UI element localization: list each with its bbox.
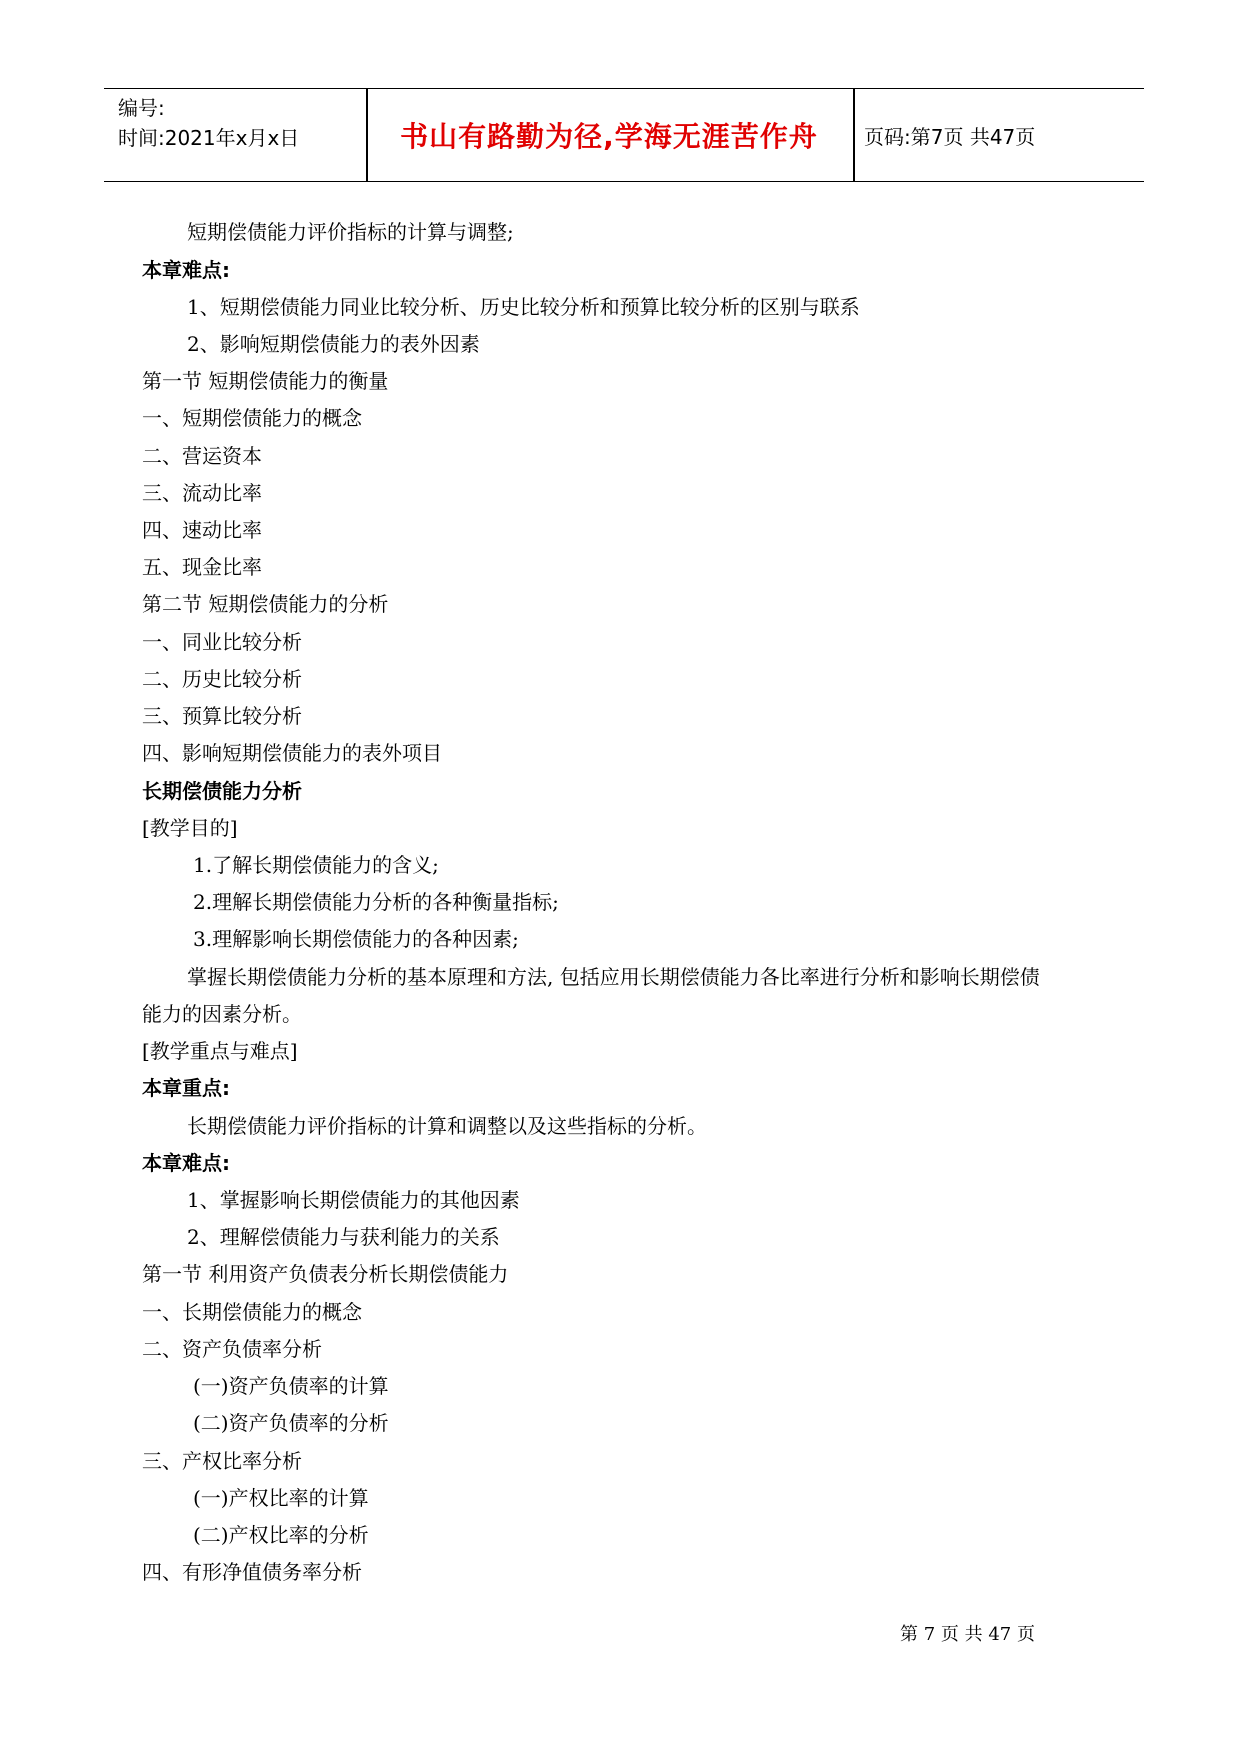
- list-item: 2.理解长期偿债能力分析的各种衡量指标;: [193, 890, 559, 914]
- list-item: (二)产权比率的分析: [193, 1523, 369, 1547]
- section-heading: 本章难点:: [142, 258, 230, 282]
- list-item: 二、营运资本: [142, 444, 262, 468]
- body-text: 掌握长期偿债能力分析的基本原理和方法, 包括应用长期偿债能力各比率进行分析和影响长期偿债: [187, 965, 1040, 989]
- list-item: 三、产权比率分析: [142, 1449, 302, 1473]
- list-item: 四、有形净值债务率分析: [142, 1560, 362, 1584]
- list-item: 1、短期偿债能力同业比较分析、历史比较分析和预算比较分析的区别与联系: [187, 295, 860, 319]
- list-item: 二、历史比较分析: [142, 667, 302, 691]
- list-item: 一、同业比较分析: [142, 630, 302, 654]
- page-footer: 第 7 页 共 47 页: [900, 1624, 1035, 1645]
- list-item: 四、速动比率: [142, 518, 262, 542]
- list-item: (一)资产负债率的计算: [193, 1374, 389, 1398]
- list-item: 三、预算比较分析: [142, 704, 302, 728]
- section-heading: 本章重点:: [142, 1076, 230, 1100]
- list-item: 2、影响短期偿债能力的表外因素: [187, 332, 480, 356]
- chapter-title: 长期偿债能力分析: [142, 779, 302, 803]
- page-header: [104, 88, 1144, 182]
- list-item: 一、长期偿债能力的概念: [142, 1300, 362, 1324]
- list-item: 2、理解偿债能力与获利能力的关系: [187, 1225, 500, 1249]
- body-text: 长期偿债能力评价指标的计算和调整以及这些指标的分析。: [187, 1114, 707, 1138]
- header-meta: [118, 93, 358, 153]
- header-divider: [853, 89, 855, 181]
- body-text: 短期偿债能力评价指标的计算与调整;: [187, 220, 514, 244]
- list-item: 1.了解长期偿债能力的含义;: [193, 853, 439, 877]
- subsection-label: [教学目的]: [142, 816, 238, 840]
- section-title: 第一节 短期偿债能力的衡量: [142, 369, 389, 393]
- list-item: 二、资产负债率分析: [142, 1337, 322, 1361]
- list-item: (二)资产负债率的分析: [193, 1411, 389, 1435]
- section-title: 第二节 短期偿债能力的分析: [142, 592, 389, 616]
- list-item: 三、流动比率: [142, 481, 262, 505]
- section-title: 第一节 利用资产负债表分析长期偿债能力: [142, 1262, 509, 1286]
- section-heading: 本章难点:: [142, 1151, 230, 1175]
- subsection-label: [教学重点与难点]: [142, 1039, 298, 1063]
- document-time-label: 时间:2021年x月x日: [118, 126, 300, 150]
- document-number-label: 编号:: [118, 96, 165, 120]
- body-text: 能力的因素分析。: [142, 1002, 302, 1026]
- header-page-info: 页码:第7页 共47页: [864, 124, 1036, 149]
- list-item: 一、短期偿债能力的概念: [142, 406, 362, 430]
- list-item: 1、掌握影响长期偿债能力的其他因素: [187, 1188, 520, 1212]
- list-item: 四、影响短期偿债能力的表外项目: [142, 741, 442, 765]
- header-motto: 书山有路勤为径,学海无涯苦作舟: [400, 120, 818, 153]
- list-item: 五、现金比率: [142, 555, 262, 579]
- list-item: 3.理解影响长期偿债能力的各种因素;: [193, 927, 519, 951]
- list-item: (一)产权比率的计算: [193, 1486, 369, 1510]
